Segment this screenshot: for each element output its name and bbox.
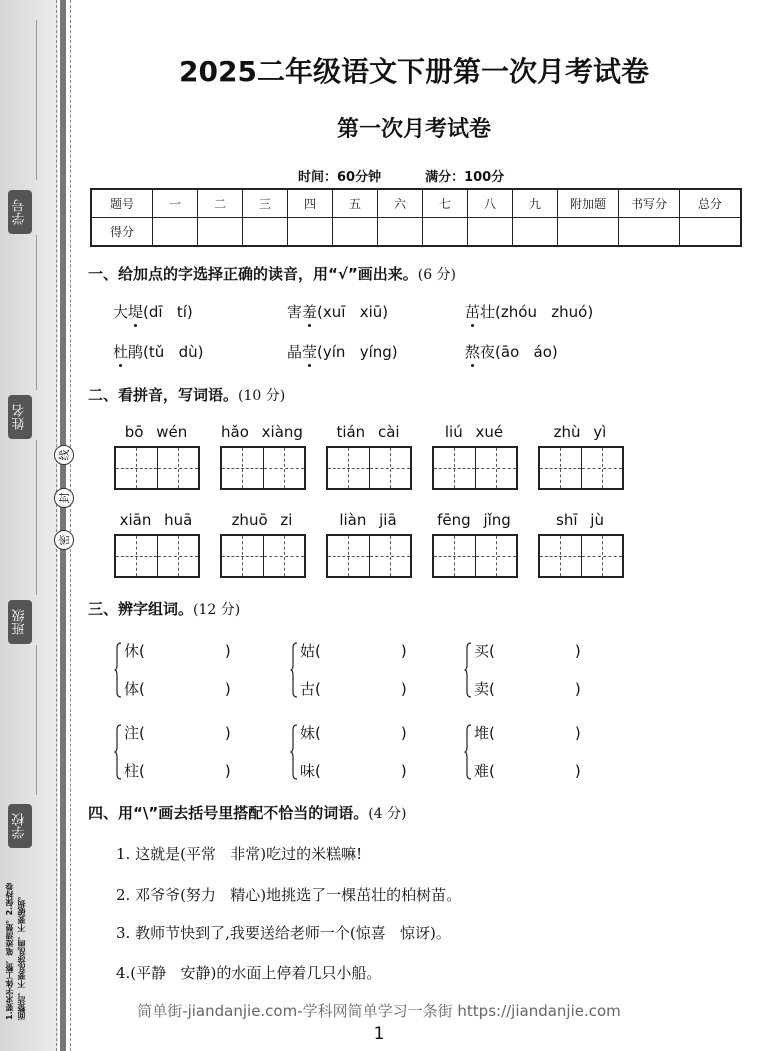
score-cell[interactable] [198,218,243,247]
writing-grid[interactable] [114,446,200,490]
table-header-cell: 九 [513,189,558,218]
score-cell[interactable] [468,218,513,247]
grid-cell[interactable] [222,448,264,488]
writing-grid[interactable] [114,534,200,578]
notice-text: 1.要求字体工整、笔迹清楚。2.保持卷面整洁，不要乱涂乱画，不要破损。 [5,882,26,1020]
writing-grid[interactable] [326,534,412,578]
field-line [36,20,37,180]
char-label: 体( [124,680,145,698]
grid-cell[interactable] [328,448,370,488]
table-header-cell: 附加题 [558,189,619,218]
pinyin-choices[interactable]: (xuī xiū) [317,303,389,321]
paren-close: ) [400,724,407,742]
word-blank[interactable] [124,722,231,743]
paren-close: ) [224,762,231,780]
brace-icon [290,724,298,780]
exam-time: 时间：60分钟 [298,170,382,185]
char-label: 堆( [474,724,495,742]
writing-grid[interactable] [220,446,306,490]
pinyin-choices[interactable]: (tǔ dù) [143,343,204,361]
word-blank[interactable] [124,760,231,781]
document-title: 2025二年级语文下册第一次月考试卷 [179,55,649,88]
pinyin-choices[interactable]: (dī tí) [143,303,193,321]
dotted-char: 堤 [128,303,144,321]
pronunciation-item [465,341,558,362]
section-2-title: 二、看拼音，写词语。(10 分) [88,386,286,404]
paren-close: ) [224,724,231,742]
table-header-cell: 七 [423,189,468,218]
char-label: 卖( [474,680,495,698]
grid-cell[interactable] [476,536,517,576]
seal-char: 密 [54,530,74,550]
brace-icon [464,724,472,780]
writing-grid[interactable] [538,446,624,490]
paren-close: ) [574,724,581,742]
score-cell[interactable] [288,218,333,247]
pinyin-choices[interactable]: (āo áo) [495,343,558,361]
table-header-cell: 二 [198,189,243,218]
field-line [36,440,37,595]
dashed-line [70,0,71,1051]
word-char: 夜 [480,343,496,361]
pronunciation-item [287,341,398,362]
grid-cell[interactable] [370,536,411,576]
char-label: 难( [474,762,495,780]
score-cell[interactable] [680,218,742,247]
char-label: 姑( [300,642,321,660]
seal-char: 封 [54,488,74,508]
table-header-cell: 书写分 [619,189,680,218]
dotted-char: 莹 [302,343,318,361]
word-char: 壮 [480,303,496,321]
char-label: 休( [124,642,145,660]
paren-close: ) [224,680,231,698]
score-cell[interactable] [423,218,468,247]
writing-grid[interactable] [432,534,518,578]
section-4-title: 四、用“\”画去括号里搭配不恰当的词语。(4 分) [88,804,407,822]
grid-cell[interactable] [434,536,476,576]
char-label: 古( [300,680,321,698]
grid-cell[interactable] [434,448,476,488]
word-blank[interactable] [300,678,407,699]
grid-cell[interactable] [264,536,305,576]
label-school: 学校 [8,804,32,848]
word-blank[interactable] [300,760,407,781]
s4-item: 1. 这就是(平常 非常)吃过的米糕嘛! [116,845,363,863]
score-cell[interactable] [513,218,558,247]
grid-cell[interactable] [582,448,623,488]
table-header-cell: 总分 [680,189,742,218]
pronunciation-item [287,301,388,322]
grid-cell[interactable] [158,448,199,488]
brace-icon [114,642,122,698]
full-score: 满分：100分 [425,170,505,185]
pinyin-choices[interactable]: (zhóu zhuó) [495,303,594,321]
table-header-cell: 八 [468,189,513,218]
pinyin-label: hǎo xiàng [221,423,303,441]
brace-icon [290,642,298,698]
paren-close: ) [574,642,581,660]
grid-cell[interactable] [264,448,305,488]
grid-cell[interactable] [222,536,264,576]
paren-close: ) [224,642,231,660]
writing-grid[interactable] [326,446,412,490]
grid-cell[interactable] [540,448,582,488]
pinyin-label: zhuō zi [231,511,293,529]
grid-cell[interactable] [370,448,411,488]
score-cell[interactable] [243,218,288,247]
word-blank[interactable] [300,722,407,743]
field-line [36,235,37,390]
word-char: 鹃 [128,343,144,361]
dotted-char: 熬 [465,343,481,361]
word-blank[interactable] [474,722,581,743]
grid-cell[interactable] [116,448,158,488]
pinyin-label: shī jù [556,511,604,529]
char-label: 买( [474,642,495,660]
dotted-char: 茁 [465,303,481,321]
pronunciation-item [113,341,203,362]
grid-cell[interactable] [476,448,517,488]
word-blank[interactable] [474,760,581,781]
footer-watermark: 简单街-jiandanjie.com-学科网简单学习一条街 https://jiandanjie.com [137,1002,621,1020]
dashed-line [56,0,57,1051]
pinyin-label: liàn jiā [339,511,397,529]
pinyin-label: bō wén [124,423,188,441]
seal-char: 线 [54,445,74,465]
label-class: 班级 [8,600,32,644]
word-blank[interactable] [124,640,231,661]
score-cell[interactable] [619,218,680,247]
word-char: 害 [287,303,303,321]
pinyin-label: fēng jǐng [437,511,511,529]
pinyin-label: xiān huā [119,511,193,529]
table-header-cell: 六 [378,189,423,218]
paren-close: ) [574,762,581,780]
paren-close: ) [400,762,407,780]
brace-icon [114,724,122,780]
score-cell[interactable] [558,218,619,247]
char-label: 妹( [300,724,321,742]
label-student-id: 学号 [8,190,32,234]
score-table [90,188,742,247]
writing-grid[interactable] [538,534,624,578]
field-line [36,645,37,795]
s4-item: 2. 邓爷爷(努力 精心)地挑选了一棵茁壮的柏树苗。 [116,886,462,904]
page-number: 1 [373,1024,385,1044]
table-row-label: 得分 [91,218,153,247]
pronunciation-item [465,301,593,322]
pronunciation-item [113,301,193,322]
score-cell[interactable] [333,218,378,247]
word-char: 晶 [287,343,303,361]
table-header-cell: 题号 [91,189,153,218]
label-name: 姓名 [8,395,32,439]
s4-item: 3. 教师节快到了,我要送给老师一个(惊喜 惊讶)。 [116,924,451,942]
word-blank[interactable] [124,678,231,699]
char-label: 味( [300,762,321,780]
char-label: 注( [124,724,145,742]
pinyin-choices[interactable]: (yín yíng) [317,343,398,361]
word-blank[interactable] [474,678,581,699]
section-3-title: 三、辨字组词。(12 分) [88,600,241,618]
pinyin-label: liú xué [444,423,504,441]
exam-meta [298,166,548,185]
word-blank[interactable] [300,640,407,661]
grid-cell[interactable] [158,536,199,576]
table-header-cell: 一 [153,189,198,218]
pinyin-label: zhù yì [553,423,607,441]
pinyin-label: tián cài [336,423,400,441]
section-1-title: 一、给加点的字选择正确的读音，用“√”画出来。(6 分) [88,265,457,283]
grid-cell[interactable] [582,536,623,576]
char-label: 柱( [124,762,145,780]
grid-cell[interactable] [116,536,158,576]
document-subtitle: 第一次月考试卷 [336,117,491,142]
dotted-char: 杜 [113,343,129,361]
brace-icon [464,642,472,698]
score-cell[interactable] [153,218,198,247]
table-header-cell: 四 [288,189,333,218]
table-header-cell: 三 [243,189,288,218]
s4-item: 4.(平静 安静)的水面上停着几只小船。 [116,964,382,982]
grid-cell[interactable] [540,536,582,576]
dotted-char: 羞 [302,303,318,321]
paren-close: ) [400,642,407,660]
binding-line [60,0,66,1051]
word-blank[interactable] [474,640,581,661]
paren-close: ) [400,680,407,698]
word-char: 大 [113,303,129,321]
writing-grid[interactable] [220,534,306,578]
writing-grid[interactable] [432,446,518,490]
table-header-cell: 五 [333,189,378,218]
grid-cell[interactable] [328,536,370,576]
paren-close: ) [574,680,581,698]
score-cell[interactable] [378,218,423,247]
